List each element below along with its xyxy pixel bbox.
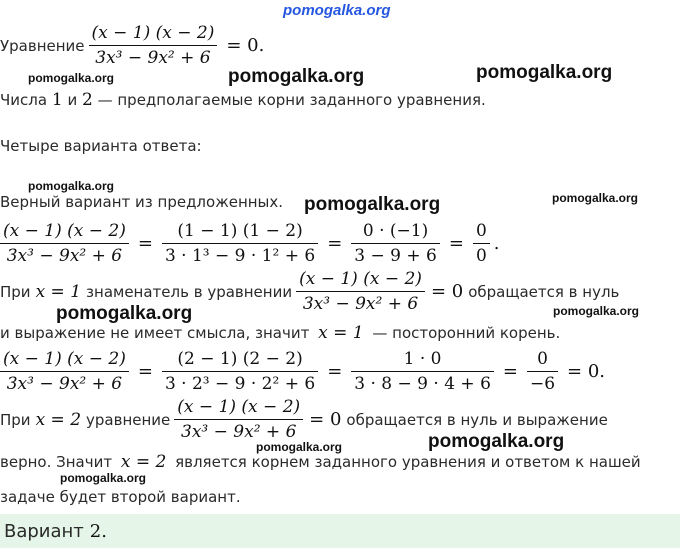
equation-fraction [89, 22, 218, 69]
watermark: pomogalka.org [428, 431, 565, 452]
fraction [0, 348, 129, 395]
equals: = [137, 361, 153, 382]
math-x-eq-2: x = 2 [35, 409, 82, 430]
fraction [351, 220, 440, 267]
numerator: 0 [473, 220, 490, 244]
substitution-x2 [0, 348, 610, 395]
equals: = [502, 361, 518, 382]
correct-option-text: Верный вариант из предложенных. [0, 193, 284, 211]
text: При [0, 282, 31, 301]
text: — предполагаемые корни заданного уравнения. [97, 91, 486, 109]
equals-zero: = 0 [309, 409, 342, 430]
watermark: pomogalka.org [304, 194, 441, 215]
equation-statement [0, 22, 269, 69]
numerator: (x − 1) (x − 2) [296, 268, 425, 292]
fraction [527, 348, 558, 395]
answer-box [0, 514, 680, 548]
numerator: (x − 1) (x − 2) [174, 396, 303, 420]
equals-zero: = 0. [226, 35, 265, 56]
fraction [351, 348, 494, 395]
answer-value: 2. [89, 520, 107, 542]
case-x2-conclusion [0, 452, 641, 472]
fraction [473, 220, 490, 267]
fraction [162, 220, 318, 267]
denominator: 3x³ − 9x² + 6 [181, 422, 297, 442]
denominator: 3x³ − 9x² + 6 [6, 246, 123, 266]
watermark: pomogalka.org [552, 191, 639, 205]
denominator: −6 [529, 374, 556, 394]
numerator: 1 · 0 [351, 348, 494, 372]
equation-label: Уравнение [0, 36, 85, 55]
numerator: (1 − 1) (1 − 2) [162, 220, 318, 244]
denominator: 0 [475, 246, 487, 266]
text: и выражение не имеет смысла, значит [0, 324, 310, 342]
watermark: pomogalka.org [256, 440, 343, 454]
period: . [493, 233, 500, 254]
fraction [162, 348, 318, 395]
equals: = [137, 233, 153, 254]
numerator: (x − 1) (x − 2) [0, 220, 129, 244]
fraction [296, 268, 425, 315]
watermark: pomogalka.org [553, 304, 640, 318]
equals-zero: = 0. [567, 361, 606, 382]
text: обращается в нуль и выражение [346, 410, 608, 429]
watermark: pomogalka.org [60, 471, 147, 485]
equals: = [327, 361, 343, 382]
denominator: 3x³ − 9x² + 6 [302, 294, 419, 314]
fraction [0, 220, 129, 267]
text: обращается в нуль [468, 282, 620, 301]
text: является корнем заданного уравнения и ответом к нашей [175, 453, 641, 471]
text: Числа [0, 91, 48, 109]
denominator: 3 · 1³ − 9 · 1² + 6 [164, 246, 316, 266]
four-options-text: Четыре варианта ответа: [0, 137, 202, 155]
math-x-eq-1: x = 1 [318, 323, 364, 343]
roots-sentence [0, 90, 486, 110]
watermark: pomogalka.org [228, 66, 365, 87]
denominator: 3 − 9 + 6 [354, 246, 437, 266]
fraction-denominator: 3x³ − 9x² + 6 [95, 48, 211, 68]
text: — посторонний корень. [372, 324, 561, 342]
equals: = [327, 233, 343, 254]
watermark: pomogalka.org [28, 179, 115, 193]
math-x-eq-2: x = 2 [120, 452, 167, 472]
denominator: 3x³ − 9x² + 6 [6, 374, 123, 394]
numerator: (2 − 1) (2 − 2) [162, 348, 318, 372]
watermark: pomogalka.org [56, 303, 193, 324]
text: и [67, 91, 78, 109]
substitution-x1 [0, 220, 505, 267]
denominator: 3 · 2³ − 9 · 2² + 6 [164, 374, 316, 394]
math-x-eq-1: x = 1 [35, 281, 82, 302]
numerator: 0 · (−1) [351, 220, 440, 244]
text: знаменатель в уравнении [86, 282, 293, 301]
case-x2-final: задаче будет второй вариант. [0, 488, 241, 506]
equals: = [448, 233, 464, 254]
watermark-top: pomogalka.org [283, 2, 391, 19]
text: уравнение [86, 410, 171, 429]
fraction-numerator: (x − 1) (x − 2) [89, 22, 218, 46]
answer-label: Вариант [4, 520, 84, 542]
case-x1-sentence [0, 268, 619, 315]
case-x1-conclusion [0, 323, 560, 343]
math-one: 1 [51, 90, 63, 110]
math-two: 2 [81, 90, 93, 110]
case-x2-sentence [0, 396, 608, 443]
watermark: pomogalka.org [476, 62, 613, 83]
numerator: (x − 1) (x − 2) [0, 348, 129, 372]
fraction [174, 396, 303, 443]
text: При [0, 410, 31, 429]
numerator: 0 [527, 348, 558, 372]
watermark: pomogalka.org [28, 71, 115, 85]
text: верно. Значит [0, 453, 113, 471]
equals-zero: = 0 [430, 281, 464, 302]
denominator: 3 · 8 − 9 · 4 + 6 [354, 374, 491, 394]
